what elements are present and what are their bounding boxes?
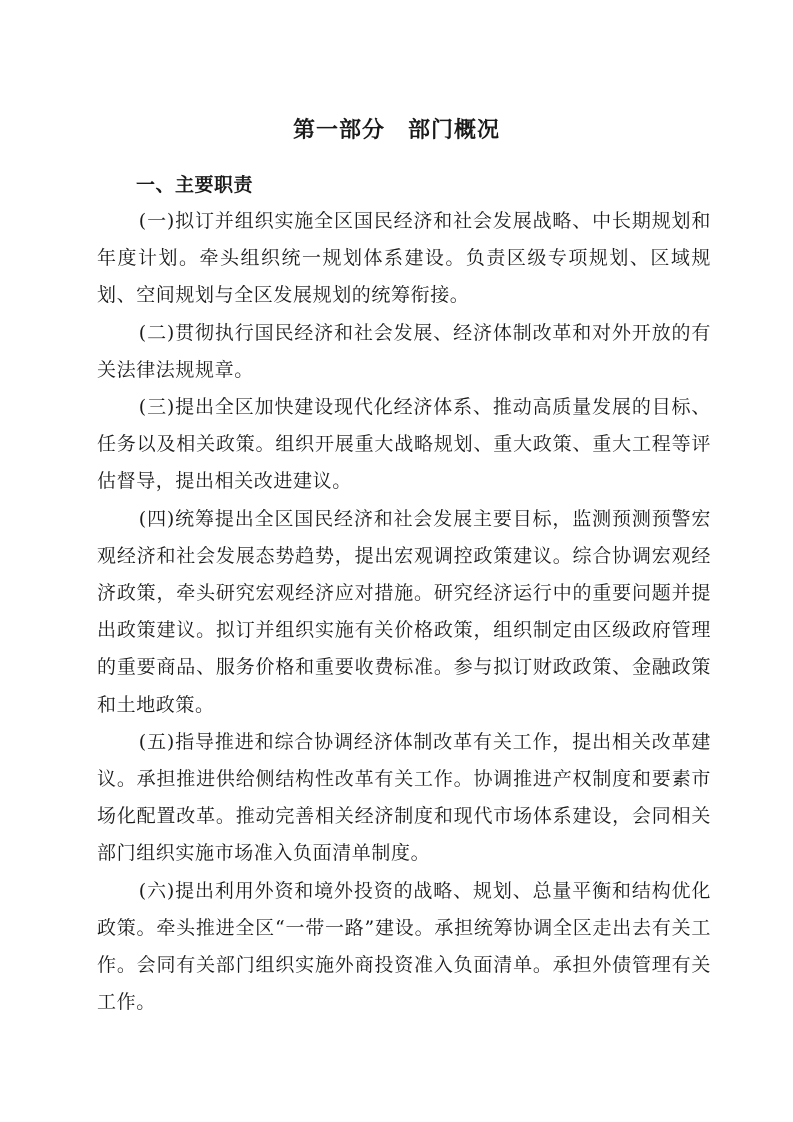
paragraph-duty-6: (六)提出利用外资和境外投资的战略、规划、总量平衡和结构优化政策。牵头推进全区“一带一路”建设。承担统筹协调全区走出去有关工作。会同有关部门组织实施外商投资准入负面清单。承担外债管理有关工作。 [97,879,711,1014]
paragraph-duty-1: (一)拟订并组织实施全区国民经济和社会发展战略、中长期规划和年度计划。牵头组织统一规划体系建设。负责区级专项规划、区域规划、空间规划与全区发展规划的统筹衔接。 [97,210,711,307]
paragraph-duty-2: (二)贯彻执行国民经济和社会发展、经济体制改革和对外开放的有关法律法规规章。 [97,321,711,381]
body-text [97,203,711,1021]
paragraph-duty-3: (三)提出全区加快建设现代化经济体系、推动高质量发展的目标、任务以及相关政策。组织开展重大战略规划、重大政策、重大工程等评估督导，提出相关改进建议。 [97,396,711,493]
section-heading: 一、主要职责 [136,174,254,196]
paragraph-duty-5: (五)指导推进和综合协调经济体制改革有关工作，提出相关改革建议。承担推进供给侧结构性改革有关工作。协调推进产权制度和要素市场化配置改革。推动完善相关经济制度和现代市场体系建设，会同相关部门组织实施市场准入负面清单制度。 [97,730,711,865]
page-title: 第一部分 部门概况 [292,118,500,143]
paragraph-duty-4: (四)统筹提出全区国民经济和社会发展主要目标，监测预测预警宏观经济和社会发展态势趋势，提出宏观调控政策建议。综合协调宏观经济政策，牵头研究宏观经济应对措施。研究经济运行中的重要问题并提出政策建议。拟订并组织实施有关价格政策，组织制定由区级政府管理的重要商品、服务价格和重要收费标准。参与拟订财政政策、金融政策和土地政策。 [97,507,711,716]
